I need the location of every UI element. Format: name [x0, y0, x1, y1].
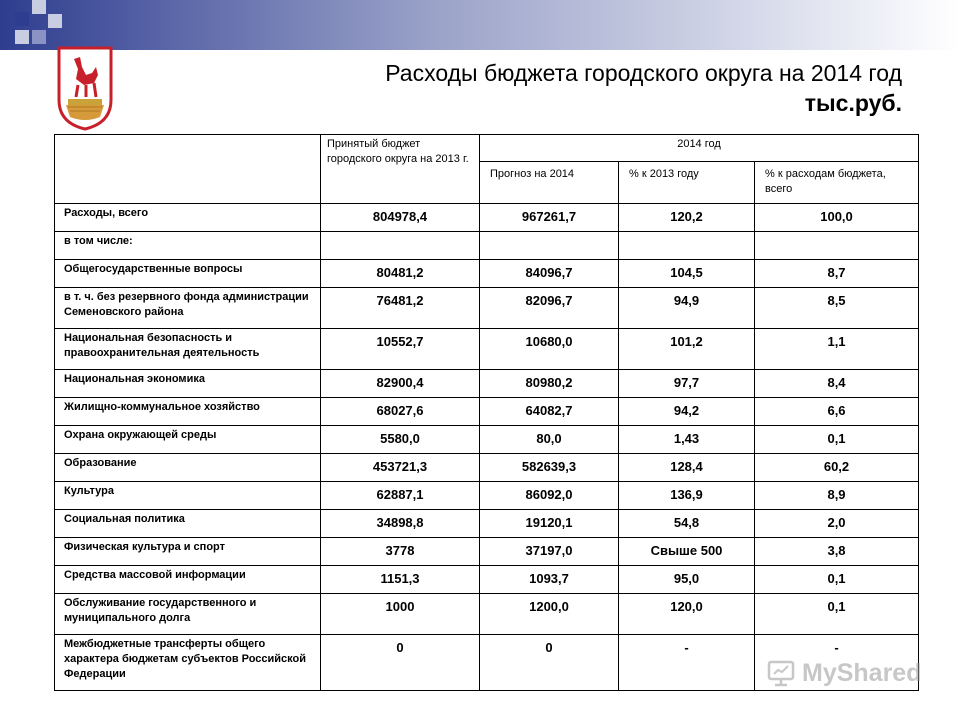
cell-accepted: 62887,1: [321, 482, 480, 510]
row-label: Образование: [55, 454, 321, 482]
cell-accepted: 82900,4: [321, 370, 480, 398]
cell-accepted: 68027,6: [321, 398, 480, 426]
header-pct-2013: % к 2013 году: [619, 162, 755, 204]
cell-accepted: 3778: [321, 538, 480, 566]
cell-accepted: 453721,3: [321, 454, 480, 482]
table-row: [55, 232, 919, 260]
row-label: Обслуживание государственного и муниципального долга: [55, 594, 321, 635]
table-row: [55, 426, 919, 454]
cell-accepted: 0: [321, 635, 480, 691]
cell-forecast: 19120,1: [480, 510, 619, 538]
table-row: [55, 566, 919, 594]
decor-square: [32, 0, 46, 14]
table-row: [55, 260, 919, 288]
table-row: [55, 454, 919, 482]
table-row: [55, 204, 919, 232]
table-row: [55, 329, 919, 370]
table-row: [55, 510, 919, 538]
cell-pct-total: 8,9: [755, 482, 919, 510]
cell-pct-total: 60,2: [755, 454, 919, 482]
cell-accepted: [321, 232, 480, 260]
cell-accepted: 10552,7: [321, 329, 480, 370]
table-row: [55, 288, 919, 329]
cell-forecast: 64082,7: [480, 398, 619, 426]
watermark-text: MyShared: [802, 658, 922, 687]
cell-pct-total: 8,4: [755, 370, 919, 398]
decor-square: [32, 30, 46, 44]
cell-pct-2013: 101,2: [619, 329, 755, 370]
decor-square: [15, 30, 29, 44]
row-label: Расходы, всего: [55, 204, 321, 232]
cell-pct-total: 8,5: [755, 288, 919, 329]
table-header-row: [55, 135, 919, 162]
row-label: в том числе:: [55, 232, 321, 260]
cell-pct-total: 0,1: [755, 594, 919, 635]
header-forecast: Прогноз на 2014: [480, 162, 619, 204]
cell-pct-total: [755, 232, 919, 260]
cell-accepted: 804978,4: [321, 204, 480, 232]
cell-pct-2013: 94,9: [619, 288, 755, 329]
cell-pct-2013: 104,5: [619, 260, 755, 288]
row-label: Физическая культура и спорт: [55, 538, 321, 566]
cell-accepted: 80481,2: [321, 260, 480, 288]
cell-accepted: 76481,2: [321, 288, 480, 329]
row-label: Межбюджетные трансферты общего характера бюджетам субъектов Российской Федерации: [55, 635, 321, 691]
cell-pct-2013: 120,2: [619, 204, 755, 232]
row-label: Культура: [55, 482, 321, 510]
header-gradient-bar: [0, 0, 960, 50]
decor-square: [48, 14, 62, 28]
cell-forecast: 82096,7: [480, 288, 619, 329]
row-label: Национальная безопасность и правоохранительная деятельность: [55, 329, 321, 370]
cell-pct-2013: 120,0: [619, 594, 755, 635]
cell-pct-2013: 97,7: [619, 370, 755, 398]
cell-forecast: 84096,7: [480, 260, 619, 288]
cell-forecast: 86092,0: [480, 482, 619, 510]
cell-pct-total: 2,0: [755, 510, 919, 538]
coat-of-arms-icon: [56, 45, 114, 131]
cell-forecast: 967261,7: [480, 204, 619, 232]
cell-pct-2013: [619, 232, 755, 260]
header-empty-cell: [55, 135, 321, 204]
cell-pct-2013: Свыше 500: [619, 538, 755, 566]
cell-pct-total: 0,1: [755, 566, 919, 594]
table-row: [55, 538, 919, 566]
watermark: [766, 655, 926, 691]
cell-forecast: 37197,0: [480, 538, 619, 566]
cell-pct-2013: 1,43: [619, 426, 755, 454]
budget-table: [54, 134, 922, 691]
cell-pct-total: 1,1: [755, 329, 919, 370]
cell-pct-total: 3,8: [755, 538, 919, 566]
cell-forecast: 80980,2: [480, 370, 619, 398]
cell-pct-total: 8,7: [755, 260, 919, 288]
row-label: Охрана окружающей среды: [55, 426, 321, 454]
row-label: Жилищно-коммунальное хозяйство: [55, 398, 321, 426]
cell-pct-total: -: [755, 635, 919, 691]
cell-forecast: 10680,0: [480, 329, 619, 370]
cell-pct-2013: -: [619, 635, 755, 691]
cell-forecast: [480, 232, 619, 260]
title-main: Расходы бюджета городского округа на 2014 год: [385, 60, 902, 86]
cell-pct-2013: 54,8: [619, 510, 755, 538]
row-label: Средства массовой информации: [55, 566, 321, 594]
cell-pct-2013: 95,0: [619, 566, 755, 594]
cell-pct-2013: 94,2: [619, 398, 755, 426]
table-row: [55, 482, 919, 510]
header-pct-total: % к расходам бюджета, всего: [755, 162, 919, 204]
cell-forecast: 1093,7: [480, 566, 619, 594]
row-label: Общегосударственные вопросы: [55, 260, 321, 288]
cell-forecast: 80,0: [480, 426, 619, 454]
cell-forecast: 1200,0: [480, 594, 619, 635]
title-units: тыс.руб.: [804, 90, 902, 116]
cell-accepted: 1000: [321, 594, 480, 635]
row-label: Социальная политика: [55, 510, 321, 538]
cell-accepted: 5580,0: [321, 426, 480, 454]
cell-forecast: 582639,3: [480, 454, 619, 482]
cell-pct-2013: 136,9: [619, 482, 755, 510]
cell-pct-total: 6,6: [755, 398, 919, 426]
row-label: в т. ч. без резервного фонда администрации Семеновского района: [55, 288, 321, 329]
decor-square: [15, 12, 29, 26]
table-row: [55, 398, 919, 426]
cell-accepted: 1151,3: [321, 566, 480, 594]
presentation-icon: [766, 658, 796, 688]
table-row: [55, 594, 919, 635]
cell-forecast: 0: [480, 635, 619, 691]
cell-accepted: 34898,8: [321, 510, 480, 538]
cell-pct-2013: 128,4: [619, 454, 755, 482]
table-row: [55, 370, 919, 398]
header-accepted-budget: Принятый бюджет городского округа на 2013 г.: [321, 135, 480, 204]
header-year-group: 2014 год: [480, 135, 919, 162]
page-title: [385, 58, 902, 118]
cell-pct-total: 0,1: [755, 426, 919, 454]
cell-pct-total: 100,0: [755, 204, 919, 232]
row-label: Национальная экономика: [55, 370, 321, 398]
